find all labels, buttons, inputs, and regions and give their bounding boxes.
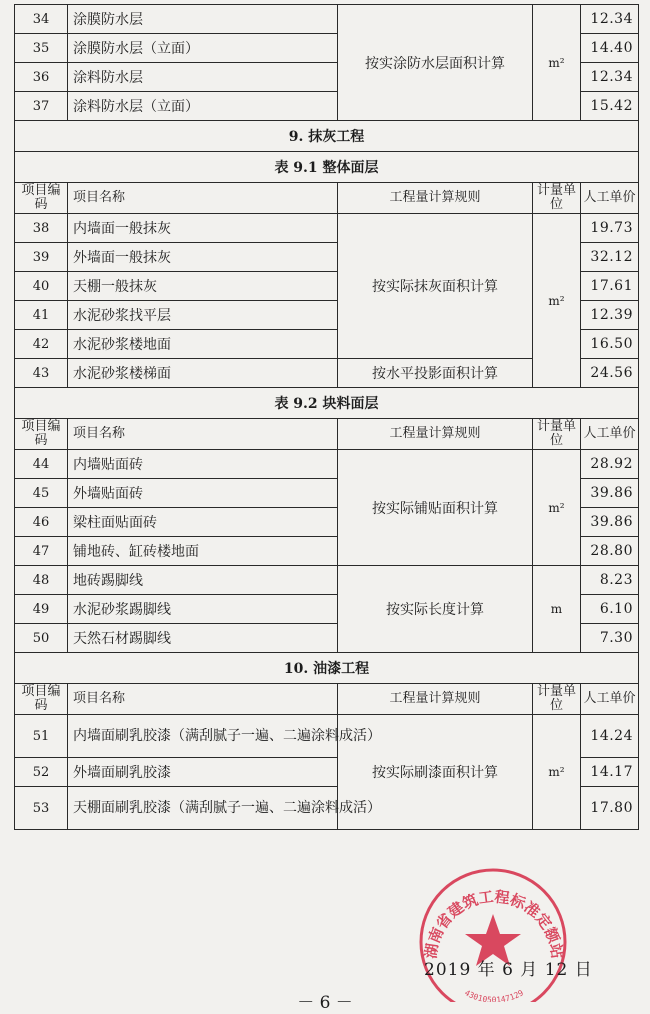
- item-code: 43: [15, 359, 68, 388]
- labor-price: 7.30: [581, 624, 639, 653]
- item-name: 梁柱面贴面砖: [68, 508, 338, 537]
- subtable-title: 表 9.1 整体面层: [15, 152, 639, 183]
- header-price: 人工单价: [581, 183, 639, 214]
- item-code: 34: [15, 5, 68, 34]
- header-rule: 工程量计算规则: [338, 684, 533, 715]
- calc-rule: 按实际长度计算: [338, 566, 533, 653]
- labor-price: 12.34: [581, 63, 639, 92]
- unit: m²: [533, 450, 581, 566]
- item-name: 外墙贴面砖: [68, 479, 338, 508]
- header-name: 项目名称: [68, 183, 338, 214]
- item-code: 42: [15, 330, 68, 359]
- item-name: 涂料防水层（立面）: [68, 92, 338, 121]
- item-code: 41: [15, 301, 68, 330]
- labor-price: 32.12: [581, 243, 639, 272]
- labor-price: 14.24: [581, 715, 639, 758]
- header-row: [15, 183, 639, 214]
- labor-price: 39.86: [581, 479, 639, 508]
- item-name: 涂膜防水层（立面）: [68, 34, 338, 63]
- subtable-title: 表 9.2 块料面层: [15, 388, 639, 419]
- labor-price: 17.80: [581, 787, 639, 830]
- item-code: 36: [15, 63, 68, 92]
- calc-rule: 按水平投影面积计算: [338, 359, 533, 388]
- item-code: 35: [15, 34, 68, 63]
- item-name: 外墙面一般抹灰: [68, 243, 338, 272]
- labor-price: 28.92: [581, 450, 639, 479]
- quota-table: [14, 4, 639, 830]
- labor-price: 28.80: [581, 537, 639, 566]
- calc-rule: 按实际铺贴面积计算: [338, 450, 533, 566]
- header-price: 人工单价: [581, 684, 639, 715]
- issue-date: 2019 年 6 月 12 日: [424, 960, 593, 980]
- labor-price: 8.23: [581, 566, 639, 595]
- seal-number: 4301050147129: [463, 988, 525, 1002]
- labor-price: 12.39: [581, 301, 639, 330]
- seal-text: 湖南省建筑工程标准定额站: [421, 887, 567, 960]
- item-code: 37: [15, 92, 68, 121]
- header-rule: 工程量计算规则: [338, 183, 533, 214]
- item-name: 外墙面刷乳胶漆: [68, 758, 338, 787]
- item-code: 40: [15, 272, 68, 301]
- item-name: 内墙贴面砖: [68, 450, 338, 479]
- item-name: 天然石材踢脚线: [68, 624, 338, 653]
- header-unit: 计量单位: [533, 419, 581, 450]
- labor-price: 14.17: [581, 758, 639, 787]
- header-rule: 工程量计算规则: [338, 419, 533, 450]
- subtable-row: [15, 388, 639, 419]
- unit: m: [533, 566, 581, 653]
- table-row: [15, 715, 639, 758]
- item-code: 50: [15, 624, 68, 653]
- header-row: [15, 684, 639, 715]
- item-name: 水泥砂浆找平层: [68, 301, 338, 330]
- item-name: 天棚面刷乳胶漆（满刮腻子一遍、二遍涂料成活）: [68, 787, 338, 830]
- item-code: 53: [15, 787, 68, 830]
- item-name: 地砖踢脚线: [68, 566, 338, 595]
- page-number: － 6 －: [297, 993, 353, 1013]
- item-code: 46: [15, 508, 68, 537]
- labor-price: 12.34: [581, 5, 639, 34]
- table-row: [15, 450, 639, 479]
- item-code: 47: [15, 537, 68, 566]
- item-code: 39: [15, 243, 68, 272]
- item-name: 内墙面一般抹灰: [68, 214, 338, 243]
- unit: m²: [533, 5, 581, 121]
- header-unit: 计量单位: [533, 183, 581, 214]
- item-code: 44: [15, 450, 68, 479]
- item-name: 水泥砂浆踢脚线: [68, 595, 338, 624]
- unit: m²: [533, 715, 581, 830]
- item-name: 内墙面刷乳胶漆（满刮腻子一遍、二遍涂料成活）: [68, 715, 338, 758]
- unit: m²: [533, 214, 581, 388]
- table-row: [15, 566, 639, 595]
- labor-price: 16.50: [581, 330, 639, 359]
- header-unit: 计量单位: [533, 684, 581, 715]
- section-title: 10. 油漆工程: [15, 653, 639, 684]
- header-code: 项目编码: [15, 684, 68, 715]
- item-code: 38: [15, 214, 68, 243]
- labor-price: 17.61: [581, 272, 639, 301]
- table-row: [15, 214, 639, 243]
- labor-price: 15.42: [581, 92, 639, 121]
- section-row: [15, 653, 639, 684]
- subtable-row: [15, 152, 639, 183]
- item-code: 49: [15, 595, 68, 624]
- item-name: 涂料防水层: [68, 63, 338, 92]
- item-name: 天棚一般抹灰: [68, 272, 338, 301]
- calc-rule: 按实际刷漆面积计算: [338, 715, 533, 830]
- item-name: 水泥砂浆楼地面: [68, 330, 338, 359]
- item-code: 52: [15, 758, 68, 787]
- header-name: 项目名称: [68, 419, 338, 450]
- table-row: [15, 5, 639, 34]
- header-name: 项目名称: [68, 684, 338, 715]
- calc-rule: 按实涂防水层面积计算: [338, 5, 533, 121]
- header-price: 人工单价: [581, 419, 639, 450]
- header-row: [15, 419, 639, 450]
- section-title: 9. 抹灰工程: [15, 121, 639, 152]
- item-name: 涂膜防水层: [68, 5, 338, 34]
- item-code: 51: [15, 715, 68, 758]
- item-name: 水泥砂浆楼梯面: [68, 359, 338, 388]
- labor-price: 24.56: [581, 359, 639, 388]
- item-code: 45: [15, 479, 68, 508]
- official-seal: [412, 862, 574, 1002]
- labor-price: 14.40: [581, 34, 639, 63]
- section-row: [15, 121, 639, 152]
- header-code: 项目编码: [15, 183, 68, 214]
- header-code: 项目编码: [15, 419, 68, 450]
- labor-price: 39.86: [581, 508, 639, 537]
- labor-price: 19.73: [581, 214, 639, 243]
- item-code: 48: [15, 566, 68, 595]
- calc-rule: 按实际抹灰面积计算: [338, 214, 533, 359]
- item-name: 铺地砖、缸砖楼地面: [68, 537, 338, 566]
- labor-price: 6.10: [581, 595, 639, 624]
